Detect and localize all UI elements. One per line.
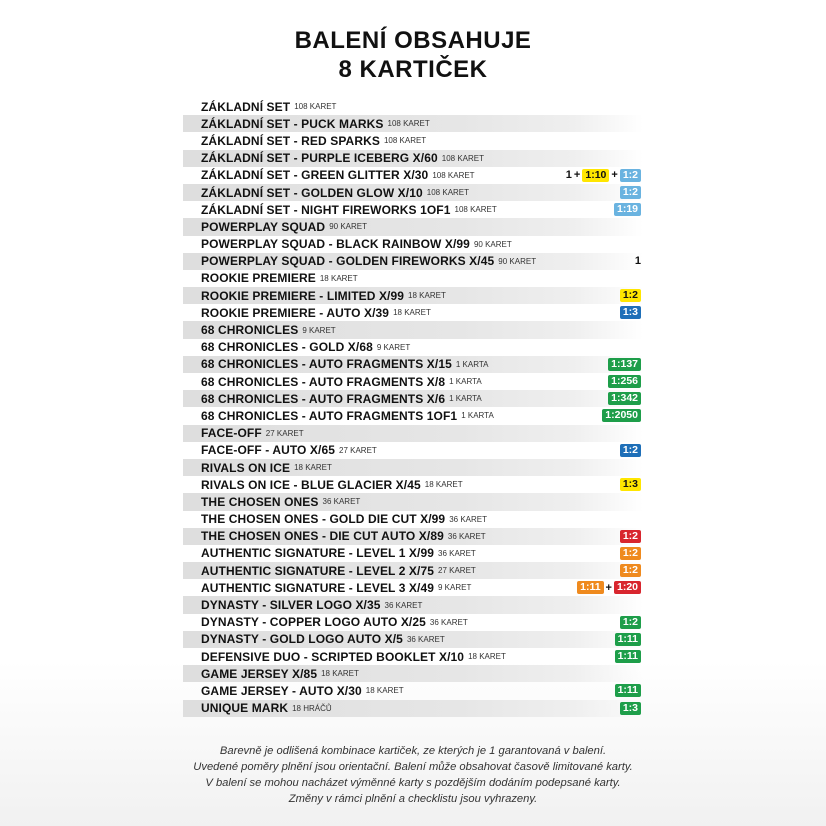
ratio-badge: 1:3 <box>620 306 641 319</box>
card-set-name: THE CHOSEN ONES - GOLD DIE CUT X/99 <box>201 512 446 527</box>
pull-ratio <box>635 253 641 270</box>
card-set-name: 68 CHRONICLES - AUTO FRAGMENTS 1OF1 <box>201 408 458 423</box>
ratio-badge: 1:256 <box>608 375 641 388</box>
table-row <box>183 236 643 253</box>
card-count: 36 KARET <box>447 531 486 541</box>
card-count: 36 KARET <box>449 514 487 524</box>
table-row <box>183 648 643 665</box>
pull-ratio <box>620 287 641 304</box>
footer-line-2: Uvedené poměry plnění jsou orientační. Balení může obsahovat časově limitované karty. <box>193 761 633 773</box>
page-title <box>0 26 826 84</box>
card-set-name: UNIQUE MARK <box>201 701 289 716</box>
card-count: 90 KARET <box>498 256 537 266</box>
pull-ratio <box>615 648 641 665</box>
table-row <box>183 218 643 235</box>
ratio-badge: 1:2 <box>620 616 641 629</box>
pull-ratio <box>620 700 641 717</box>
card-count: 36 KARET <box>322 497 361 507</box>
table-row <box>183 545 643 562</box>
card-set-name: 68 CHRONICLES - AUTO FRAGMENTS X/8 <box>201 374 446 389</box>
card-set-name: DYNASTY - SILVER LOGO X/35 <box>201 598 381 613</box>
card-set-name: AUTHENTIC SIGNATURE - LEVEL 2 X/75 <box>201 563 434 578</box>
footer-line-3: V balení se mohou nacházet výměnné karty s pozdějším dodáním podepsané karty. <box>205 777 621 789</box>
table-row <box>183 253 643 270</box>
table-row <box>183 356 643 373</box>
card-count: 18 KARET <box>294 463 332 473</box>
card-set-name: ZÁKLADNÍ SET - PURPLE ICEBERG X/60 <box>201 151 438 166</box>
table-row <box>183 528 643 545</box>
card-count: 108 KARET <box>387 119 430 129</box>
ratio-badge: 1:2 <box>620 564 641 577</box>
table-row <box>183 98 643 115</box>
table-row <box>183 476 643 493</box>
card-count: 27 KARET <box>265 428 304 438</box>
table-row <box>183 184 643 201</box>
ratio-badge: 1:342 <box>608 392 641 405</box>
card-set-name: RIVALS ON ICE - BLUE GLACIER X/45 <box>201 477 421 492</box>
card-set-name: DYNASTY - GOLD LOGO AUTO X/5 <box>201 632 403 647</box>
pull-ratio <box>566 167 641 184</box>
table-row <box>183 596 643 613</box>
card-count: 9 KARET <box>376 342 411 352</box>
card-count: 1 KARTA <box>449 377 482 387</box>
table-row <box>183 201 643 218</box>
card-count: 108 KARET <box>432 170 475 180</box>
footer-line-4: Změny v rámci plnění a checklistu jsou vyhrazeny. <box>288 793 538 805</box>
table-row <box>183 442 643 459</box>
table-row <box>183 287 643 304</box>
ratio-text: + <box>611 169 618 182</box>
card-count: 18 KARET <box>319 273 358 283</box>
card-count: 90 KARET <box>473 239 512 249</box>
ratio-badge: 1:11 <box>615 684 641 697</box>
pull-ratio <box>620 476 641 493</box>
ratio-badge: 1:2 <box>620 289 641 302</box>
table-row <box>183 493 643 510</box>
ratio-badge: 1:2 <box>620 547 641 560</box>
table-row <box>183 511 643 528</box>
ratio-badge: 1:11 <box>615 650 641 663</box>
pull-ratio <box>602 407 641 424</box>
card-count: 36 KARET <box>438 548 476 558</box>
table-row <box>183 425 643 442</box>
card-set-name: ZÁKLADNÍ SET - NIGHT FIREWORKS 1OF1 <box>201 202 451 217</box>
pull-ratio <box>620 562 641 579</box>
pull-ratio <box>615 631 641 648</box>
card-set-name: ZÁKLADNÍ SET - PUCK MARKS <box>201 116 384 131</box>
card-set-name: ZÁKLADNÍ SET - GREEN GLITTER X/30 <box>201 168 429 183</box>
table-row <box>183 700 643 717</box>
card-count: 36 KARET <box>406 634 445 644</box>
ratio-text: 1 <box>634 255 641 268</box>
card-count: 108 KARET <box>441 153 485 163</box>
ratio-badge: 1:19 <box>614 203 641 216</box>
ratio-badge: 1:11 <box>577 581 603 594</box>
card-set-name: ROOKIE PREMIERE <box>201 271 316 286</box>
card-count: 27 KARET <box>438 566 476 576</box>
table-row <box>183 614 643 631</box>
table-row <box>183 115 643 132</box>
card-count: 1 KARTA <box>461 411 494 421</box>
card-set-name: 68 CHRONICLES <box>201 323 299 338</box>
card-set-name: POWERPLAY SQUAD <box>201 219 326 234</box>
card-set-name: ZÁKLADNÍ SET - RED SPARKS <box>201 133 380 148</box>
ratio-badge: 1:2 <box>620 444 641 457</box>
table-row <box>183 631 643 648</box>
pull-ratio <box>608 373 641 390</box>
card-count: 108 KARET <box>383 136 427 146</box>
pull-ratio <box>614 201 641 218</box>
card-count: 36 KARET <box>429 617 468 627</box>
card-list <box>183 98 643 717</box>
footer-line-1: Barevně je odlišená kombinace kartiček, ze kterých je 1 garantovaná v balení. <box>219 745 607 757</box>
card-set-name: 68 CHRONICLES - AUTO FRAGMENTS X/6 <box>201 391 446 406</box>
card-count: 27 KARET <box>339 445 377 455</box>
table-row <box>183 304 643 321</box>
card-set-name: FACE-OFF - AUTO X/65 <box>201 443 336 458</box>
table-row <box>183 132 643 149</box>
card-count: 1 KARTA <box>449 394 482 404</box>
ratio-badge: 1:11 <box>615 633 641 646</box>
ratio-badge: 1:2 <box>620 186 641 199</box>
table-row <box>183 270 643 287</box>
pull-ratio <box>620 304 641 321</box>
card-count: 90 KARET <box>329 222 367 232</box>
ratio-badge: 1:2 <box>620 530 641 543</box>
card-set-name: ZÁKLADNÍ SET <box>201 99 291 114</box>
pull-ratio <box>620 614 641 631</box>
card-set-name: AUTHENTIC SIGNATURE - LEVEL 1 X/99 <box>201 546 434 561</box>
card-count: 1 KARTA <box>455 359 489 369</box>
table-row <box>183 321 643 338</box>
card-set-name: ROOKIE PREMIERE - LIMITED X/99 <box>201 288 405 303</box>
ratio-badge: 1:2 <box>620 169 641 182</box>
ratio-text: + <box>605 581 612 594</box>
card-set-name: THE CHOSEN ONES <box>201 494 319 509</box>
pull-ratio <box>620 442 641 459</box>
card-set-name: POWERPLAY SQUAD - GOLDEN FIREWORKS X/45 <box>201 254 495 269</box>
card-set-name: AUTHENTIC SIGNATURE - LEVEL 3 X/49 <box>201 580 434 595</box>
table-row <box>183 339 643 356</box>
pull-ratio <box>608 356 641 373</box>
table-row <box>183 150 643 167</box>
card-count: 18 KARET <box>408 291 446 301</box>
pull-ratio <box>615 682 641 699</box>
card-count: 9 KARET <box>438 583 472 593</box>
ratio-badge: 1:3 <box>620 702 641 715</box>
card-set-name: ZÁKLADNÍ SET - GOLDEN GLOW X/10 <box>201 185 423 200</box>
card-set-name: GAME JERSEY - AUTO X/30 <box>201 683 362 698</box>
title-line-1: BALENÍ OBSAHUJE <box>294 27 532 54</box>
card-count: 18 KARET <box>424 480 463 490</box>
table-row <box>183 562 643 579</box>
pull-ratio <box>620 184 641 201</box>
card-count: 18 HRÁČŮ <box>292 703 332 713</box>
pull-ratio <box>608 390 641 407</box>
table-row <box>183 579 643 596</box>
pull-ratio <box>577 579 641 596</box>
card-count: 18 KARET <box>321 669 359 679</box>
table-row <box>183 665 643 682</box>
card-set-name: RIVALS ON ICE <box>201 460 291 475</box>
card-set-name: DYNASTY - COPPER LOGO AUTO X/25 <box>201 615 426 630</box>
table-row <box>183 459 643 476</box>
card-set-name: POWERPLAY SQUAD - BLACK RAINBOW X/99 <box>201 237 470 252</box>
card-count: 9 KARET <box>302 325 336 335</box>
table-row <box>183 407 643 424</box>
card-set-name: GAME JERSEY X/85 <box>201 666 318 681</box>
footer-notes <box>0 743 826 807</box>
card-set-name: 68 CHRONICLES - AUTO FRAGMENTS X/15 <box>201 357 452 372</box>
table-row <box>183 682 643 699</box>
ratio-badge: 1:3 <box>620 478 641 491</box>
card-count: 18 KARET <box>393 308 431 318</box>
ratio-text: + <box>573 169 581 182</box>
card-count: 108 KARET <box>426 188 470 198</box>
card-set-name: DEFENSIVE DUO - SCRIPTED BOOKLET X/10 <box>201 649 465 664</box>
card-count: 18 KARET <box>365 686 404 696</box>
ratio-text: 1 <box>565 169 572 182</box>
card-count: 36 KARET <box>384 600 423 610</box>
card-set-name: THE CHOSEN ONES - DIE CUT AUTO X/89 <box>201 529 444 544</box>
ratio-badge: 1:10 <box>582 169 609 182</box>
card-count: 18 KARET <box>468 652 506 662</box>
pull-ratio <box>620 528 641 545</box>
pull-ratio <box>620 545 641 562</box>
ratio-badge: 1:137 <box>608 358 641 371</box>
card-count: 108 KARET <box>294 102 337 112</box>
card-count: 108 KARET <box>454 205 497 215</box>
table-row <box>183 373 643 390</box>
card-set-name: FACE-OFF <box>201 426 262 441</box>
card-set-name: 68 CHRONICLES - GOLD X/68 <box>201 340 373 355</box>
card-set-name: ROOKIE PREMIERE - AUTO X/39 <box>201 305 390 320</box>
ratio-badge: 1:2050 <box>602 409 641 422</box>
table-row <box>183 167 643 184</box>
table-row <box>183 390 643 407</box>
ratio-badge: 1:20 <box>614 581 641 594</box>
title-line-2: 8 KARTIČEK <box>338 56 488 83</box>
